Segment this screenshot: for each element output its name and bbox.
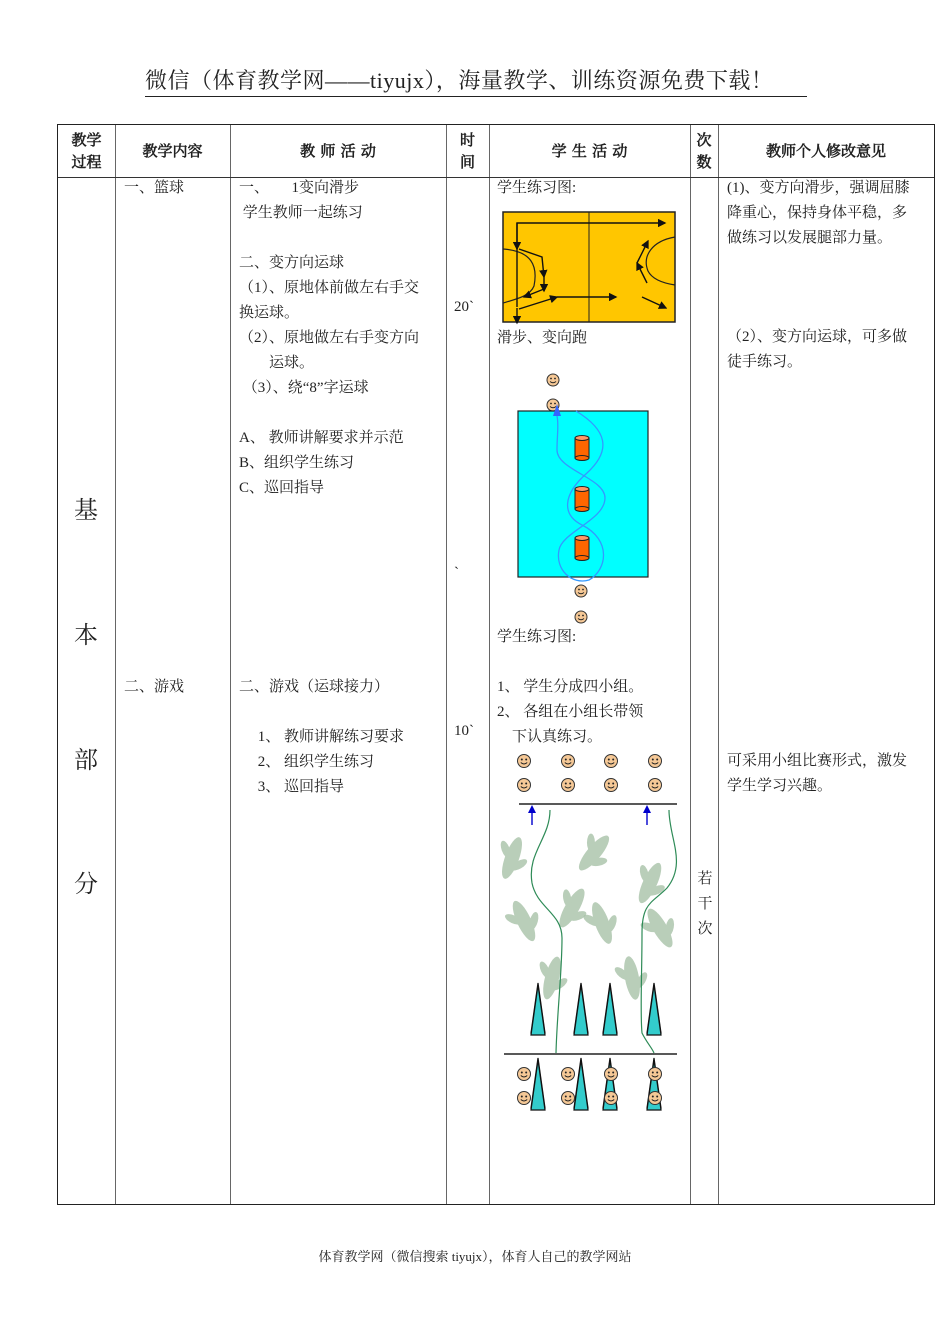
teacher-line: 3、 巡回指导 [239, 779, 345, 795]
teacher-line: 二、变方向运球 [239, 255, 345, 271]
header-process-line2: 过程 [71, 153, 102, 171]
header-time-line2: 间 [459, 153, 475, 171]
note-game [727, 749, 907, 799]
game-instructions [497, 675, 643, 750]
header-process [58, 125, 115, 177]
header-student: 学 生 活 动 [551, 142, 628, 160]
teacher-line: 2、 组织学生练习 [239, 754, 375, 770]
time-game: 10` [454, 723, 474, 739]
teacher-line: 二、游戏（运球接力） [239, 679, 390, 695]
instruction-line: 2、 各组在小组长带领 [497, 704, 644, 720]
note-line: （2）、变方向运球，可多做 [727, 329, 908, 345]
teacher-line-blank [239, 226, 419, 251]
header-content: 教学内容 [142, 142, 203, 160]
time-mark: ` [454, 565, 459, 581]
time-basketball: 20` [454, 299, 474, 315]
header-teacher: 教 师 活 动 [300, 142, 376, 160]
content-basketball: 一、篮球 [124, 180, 185, 196]
section-char: 分 [74, 870, 98, 898]
teacher-block-basketball [239, 176, 419, 501]
col-divider [718, 125, 719, 1204]
diagram1-label: 学生练习图: [497, 180, 577, 196]
teacher-line: 一、 1变向滑步 [239, 180, 360, 196]
header-time-line1: 时 [459, 131, 475, 149]
teacher-line: （3）、绕“8”字运球 [239, 380, 369, 396]
teacher-block-game [239, 675, 404, 800]
instruction-line: 1、 学生分成四小组。 [497, 679, 644, 695]
teacher-line: 学生教师一起练习 [239, 205, 363, 221]
header-count-line1: 次 [696, 131, 712, 149]
note-line: 学生学习兴趣。 [727, 778, 833, 794]
section-char: 基 [74, 496, 98, 524]
count-char: 干 [697, 896, 713, 912]
count-char: 若 [697, 871, 713, 887]
diagram2-label: 学生练习图: [497, 629, 577, 645]
teacher-line-blank [239, 700, 404, 725]
col-divider [115, 125, 116, 1204]
court-diagram [502, 211, 676, 323]
page-banner: 微信（体育教学网——tiyujx），海量教学、训练资源免费下载！ [145, 66, 807, 97]
note-dribble [727, 325, 907, 375]
teacher-line: C、巡回指导 [239, 480, 325, 496]
note-line: (1)、变方向滑步，强调屈膝 [727, 180, 910, 196]
instruction-line: 下认真练习。 [497, 729, 603, 745]
note-line: 徒手练习。 [727, 354, 803, 370]
col-divider [690, 125, 691, 1204]
header-count-line2: 数 [696, 153, 712, 171]
page-footer: 体育教学网（微信搜索 tiyujx），体育人自己的教学网站 [318, 1249, 632, 1264]
lesson-plan-table [57, 124, 935, 1205]
header-count [690, 125, 718, 177]
count-cell [694, 867, 716, 942]
teacher-line: （2）、原地做左右手变方向 [239, 330, 420, 346]
relay-diagram [502, 753, 682, 1113]
teacher-line: 运球。 [239, 355, 315, 371]
note-line: 降重心，保持身体平稳，多 [727, 205, 908, 221]
header-notes: 教师个人修改意见 [765, 142, 886, 160]
count-char: 次 [697, 921, 713, 937]
content-game: 二、游戏 [124, 679, 185, 695]
note-line: 做练习以发展腿部力量。 [727, 230, 893, 246]
teacher-line: 换运球。 [239, 305, 300, 321]
teacher-line: 1、 教师讲解练习要求 [239, 729, 405, 745]
section-char: 部 [74, 746, 98, 774]
col-divider [230, 125, 231, 1204]
teacher-line: A、 教师讲解要求并示范 [239, 430, 404, 446]
header-time [446, 125, 489, 177]
col-divider [489, 125, 490, 1204]
diagram1-caption: 滑步、变向跑 [497, 330, 588, 346]
teacher-line-blank [239, 401, 419, 426]
teacher-line: （1）、原地体前做左右手交 [239, 280, 420, 296]
header-process-line1: 教学 [71, 131, 102, 149]
col-divider [446, 125, 447, 1204]
teacher-line: B、组织学生练习 [239, 455, 355, 471]
note-sliding [727, 176, 910, 251]
section-char: 本 [74, 621, 98, 649]
note-line: 可采用小组比赛形式，激发 [727, 753, 908, 769]
dribble-diagram [517, 370, 649, 625]
